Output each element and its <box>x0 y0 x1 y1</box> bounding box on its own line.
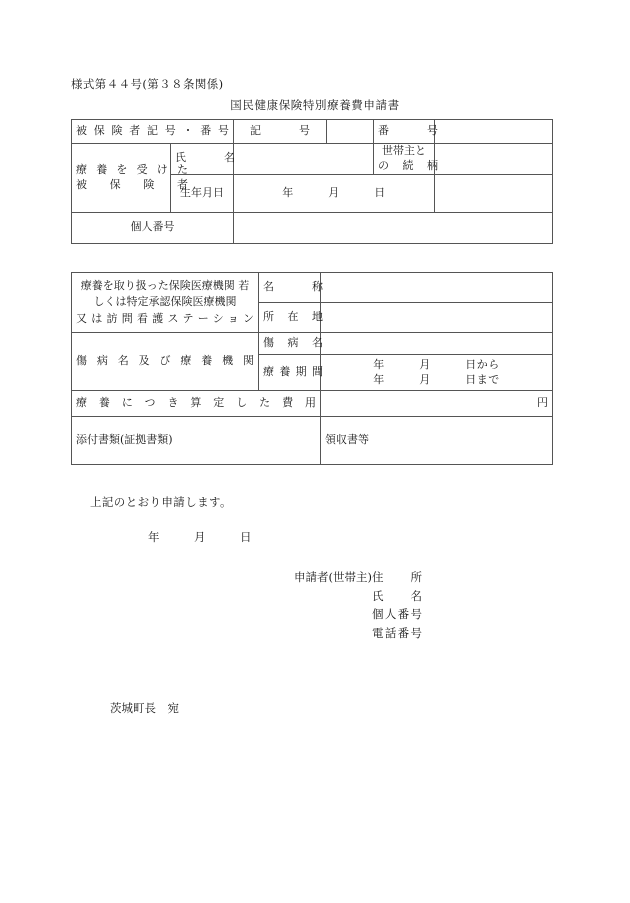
disease-name-label: 傷病名 <box>263 336 323 350</box>
cell-attachments-label <box>72 417 321 465</box>
applicant-row-address <box>294 568 422 587</box>
applicant-prefix: 申請者(世帯主) <box>294 570 372 584</box>
institution-label-line1: 療養を取り扱った保険医療機関 <box>80 278 235 292</box>
cell-calculated-cost-value[interactable] <box>321 391 553 417</box>
treated-insured-label-line2: 被保険者 <box>76 177 188 191</box>
cell-symbol-value[interactable] <box>327 120 374 144</box>
disease-and-period-label: 傷病名及び療養機関 <box>76 354 254 368</box>
institution-address-label: 所在地 <box>263 310 323 324</box>
cell-birthdate-spacer <box>435 174 553 212</box>
cell-disease-and-period-label <box>72 333 259 391</box>
table-row-calculated-cost <box>72 391 553 417</box>
applicant-row-personal-number <box>294 605 422 624</box>
institution-label-line3: 又は訪問看護ステーション <box>76 311 254 325</box>
applicant-row-name <box>294 587 422 606</box>
form-number: 様式第４４号(第３８条関係) <box>71 77 224 91</box>
name-label: 氏 名 <box>175 151 235 165</box>
currency-unit: 円 <box>537 396 548 410</box>
cell-disease-name-value[interactable] <box>321 333 553 355</box>
birthdate-label: 生年月日 <box>180 185 224 199</box>
cell-personal-number-label <box>72 212 234 243</box>
cell-institution-address-value[interactable] <box>321 303 553 333</box>
cell-number-value[interactable] <box>435 120 553 144</box>
table-row-insured-name <box>72 144 553 175</box>
household-relation-label-line2: の続柄 <box>378 158 438 172</box>
cell-name-value[interactable] <box>234 144 374 175</box>
treatment-period-label: 療養期間 <box>263 365 323 379</box>
application-statement: 上記のとおり申請します。 <box>90 495 232 509</box>
applicant-row-phone-number <box>294 624 422 643</box>
cell-symbol-label <box>234 120 327 144</box>
cell-institution-name-value[interactable] <box>321 273 553 303</box>
document-title: 国民健康保険特別療養費申請書 <box>230 98 400 112</box>
table-row-symbol-number <box>72 120 553 144</box>
institution-label-line2: 若しくは特定承認保険医療機関 <box>93 278 250 309</box>
cell-birthdate-value[interactable]: 年 月 日 <box>234 174 435 212</box>
treatment-period-from: 年 月 日から <box>373 357 500 371</box>
cell-symbol-number-label <box>72 120 234 144</box>
treatment-period-to: 年 月 日まで <box>373 372 500 386</box>
application-date-blank[interactable]: 年 月 日 <box>148 530 252 544</box>
cell-institution-label <box>72 273 259 333</box>
symbol-label: 記 号 <box>250 124 310 138</box>
addressee: 茨城町長 宛 <box>110 701 179 715</box>
treated-insured-label-line1: 療養を受けた <box>76 163 188 176</box>
table-row-attachments <box>72 417 553 465</box>
applicant-field-phone-number: 電話番号 <box>372 625 422 640</box>
insured-person-table <box>71 119 553 244</box>
institution-name-label: 名 称 <box>263 280 323 294</box>
cell-treatment-period-value[interactable] <box>321 355 553 391</box>
cell-personal-number-value[interactable] <box>234 212 553 243</box>
symbol-number-label: 被保険者記号・番号 <box>76 124 229 138</box>
cell-disease-name-label <box>259 333 321 355</box>
table-row-institution-name <box>72 273 553 303</box>
cell-attachments-value[interactable]: 領収書等 <box>321 417 553 465</box>
cell-treatment-period-label <box>259 355 321 391</box>
cell-institution-address-label <box>259 303 321 333</box>
applicant-field-address: 住所 <box>372 570 422 584</box>
table-row-personal-number <box>72 212 553 243</box>
cell-treated-insured-label <box>72 144 188 213</box>
applicant-field-name: 氏名 <box>372 588 422 603</box>
personal-number-label: 個人番号 <box>130 220 175 234</box>
medical-institution-table <box>71 272 553 465</box>
cell-household-relation-label <box>374 144 438 175</box>
applicant-block <box>294 568 422 643</box>
cell-household-relation-value[interactable] <box>435 144 553 175</box>
applicant-field-personal-number: 個人番号 <box>372 607 422 622</box>
cell-institution-name-label <box>259 273 321 303</box>
table-row-disease-name <box>72 333 553 355</box>
household-relation-label-line1: 世帯主と <box>382 144 426 157</box>
cell-number-label <box>374 120 438 144</box>
calculated-cost-label: 療養につき算定した費用 <box>76 396 316 410</box>
number-label: 番 号 <box>378 124 438 138</box>
cell-calculated-cost-label <box>72 391 321 417</box>
attachments-label: 添付書類(証拠書類) <box>76 433 173 447</box>
